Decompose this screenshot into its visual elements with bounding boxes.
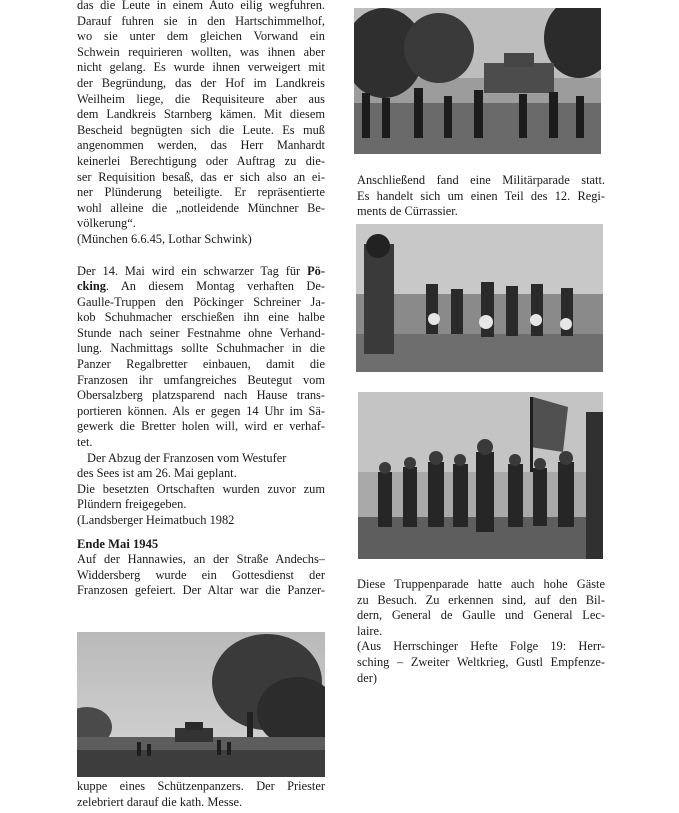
photo-generals-review — [358, 392, 603, 559]
photo-tank-field-mass — [77, 632, 325, 777]
bold-place-name: cking — [77, 279, 106, 294]
text-line — [77, 279, 325, 295]
paragraph-poecking — [77, 264, 325, 529]
text-line: Anschließend fand eine Militärparade statt. — [357, 173, 605, 187]
source-citation: (Landsberger Heimatbuch 1982 — [77, 513, 235, 527]
text-line: zu Besuch. Zu erkennen sind, auf den Bil- — [357, 592, 605, 607]
text-line: Franzosen gefeiert. Der Altar war die Panzer- — [77, 583, 325, 598]
text-line: Die besetzten Ortschaften wurden zuvor zum — [77, 481, 325, 496]
text-line: ner Plünderung beteiligte. Er repräsentierte — [77, 185, 325, 200]
text-line: wo sie unter dem gleichen Vorwand ein — [77, 29, 325, 44]
text-line: Es handelt sich um einen Teil des 12. Regi- — [357, 188, 605, 203]
source-citation: (München 6.6.45, Lothar Schwink) — [77, 231, 252, 246]
text-line: nicht gelang. Es wurde ihnen verweigert mit — [77, 60, 325, 75]
text-line: kuppe eines Schützenpanzers. Der Priester — [77, 779, 325, 793]
text-line: Franzosen ihr umfangreiches Beutegut vom — [77, 372, 325, 387]
left-column-bottom — [77, 779, 325, 810]
text-line: keinerlei Berechtigung oder Auftrag zu die- — [77, 153, 325, 168]
text-line: ments de Cürrassier. — [357, 204, 458, 219]
bold-place-name: Pö- — [307, 263, 325, 278]
caption-parade — [357, 173, 605, 220]
text-line: der Begründung, das der Hof im Landkreis — [77, 75, 325, 90]
text-line: dern, General de Gaulle und General Lec- — [357, 608, 605, 623]
text-line: tet. — [77, 435, 93, 450]
text-line: kob Schuhmacher erschießen ihn eine halbe — [77, 310, 325, 325]
text-line: Der Abzug der Franzosen vom Westufer — [87, 450, 287, 465]
caption-generals — [357, 577, 605, 686]
text-line: angenommen werden, das Herr Manhardt — [77, 138, 325, 153]
text-line: Schwein requirieren wollten, was ihnen aber — [77, 44, 325, 59]
text-line: des Sees ist am 26. Mai geplant. — [77, 466, 237, 481]
text-line: Panzer Regalbretter einbauen, damit die — [77, 357, 325, 372]
source-citation: der) — [357, 670, 377, 685]
paragraph-mass — [77, 552, 325, 599]
text-line: Auf der Hannawies, an der Straße Andechs– — [77, 552, 325, 567]
text-line: das die Leute in einem Auto eilig wegfuhren. — [77, 0, 325, 12]
text-line: Diese Truppenparade hatte auch hohe Gäste — [357, 577, 605, 591]
text-line: portieren können. Als er gegen 14 Uhr im Sä- — [77, 403, 325, 418]
text-line: Darauf fuhren sie in den Hartschimmelhof, — [77, 13, 325, 28]
photo-tank-soldiers — [354, 8, 601, 154]
text-fragment: . An diesem Montag verhaften De- — [105, 279, 325, 294]
text-line — [77, 264, 325, 280]
text-line: Weilheim liege, die Requisiteure aber aus — [77, 91, 325, 106]
text-line: Obersalzberg platzsparend nach Hause trans- — [77, 388, 325, 403]
text-line: laire. — [357, 623, 383, 638]
text-line: völkerung“. — [77, 216, 136, 231]
source-citation: sching – Zweiter Weltkrieg, Gustl Empfenze- — [357, 654, 605, 669]
text-line: Widdersberg wurde ein Gottesdienst der — [77, 567, 325, 582]
text-line: ser Requisition besaß, das er sich also an ei- — [77, 169, 325, 184]
text-line: Plündern freigegeben. — [77, 497, 187, 512]
paragraph-requisition — [77, 0, 325, 248]
source-citation: (Aus Herrschinger Hefte Folge 19: Herr- — [357, 639, 605, 654]
text-line: wohl alleine die „notleidende Münchner Be- — [77, 200, 325, 215]
section-heading: Ende Mai 1945 — [77, 536, 159, 551]
left-column — [77, 0, 325, 599]
photo-military-band — [356, 224, 603, 372]
text-line: gewerk die Bretter holen will, wird er verhaf- — [77, 419, 325, 434]
text-line: Bescheid begnügten sich die Leute. Es muß — [77, 122, 325, 137]
paragraph-mass-continued — [77, 779, 325, 810]
text-fragment: Der 14. Mai wird ein schwarzer Tag für — [77, 263, 301, 278]
text-line: dem Landkreis Starnberg kämen. Mit diesem — [77, 107, 325, 122]
text-line: zelebriert darauf die kath. Messe. — [77, 794, 243, 809]
text-line: Stunde nach seiner Festnahme ohne Verhand- — [77, 325, 325, 340]
text-line: lung. Nachmittags sollte Schuhmacher in die — [77, 341, 325, 356]
text-line: Gaulle-Truppen den Pöckinger Schreiner Ja- — [77, 294, 325, 309]
